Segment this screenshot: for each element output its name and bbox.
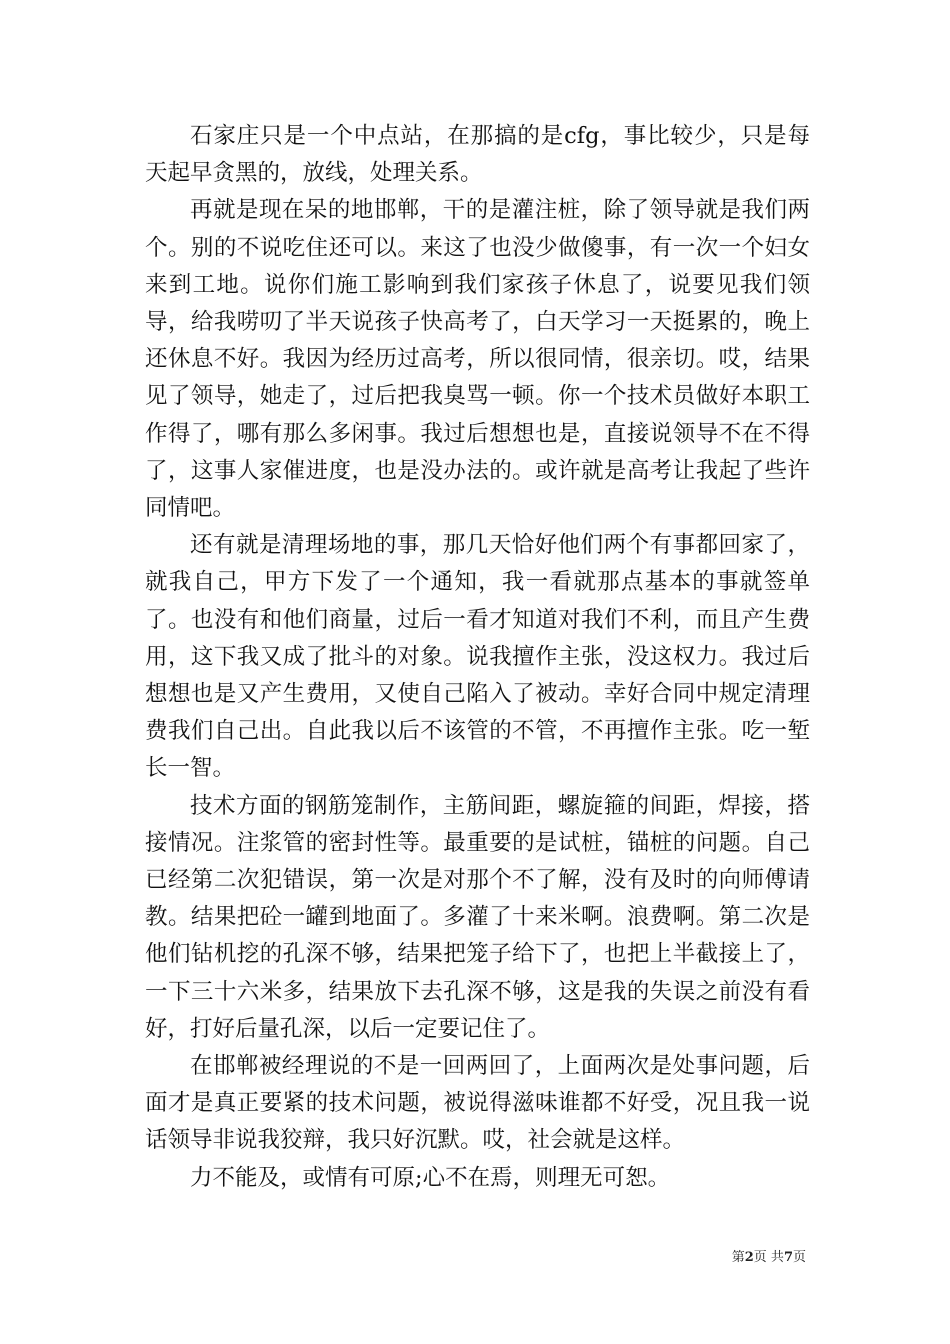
body-text	[145, 118, 810, 1197]
page-footer	[732, 1246, 806, 1265]
paragraph-6: 力不能及，或情有可原;心不在焉，则理无可恕。	[190, 1164, 671, 1191]
total-pages-number: 7	[783, 1250, 793, 1265]
paragraph-1: 石家庄只是一个中点站，在那搞的是cfg，事比较少，只是每天起早贪黑的，放线，处理关系。	[145, 123, 810, 187]
current-page-number: 2	[744, 1250, 754, 1265]
paragraph-4: 技术方面的钢筋笼制作，主筋间距，螺旋箍的间距，焊接，搭接情况。注浆管的密封性等。最重要的是试桩，锚桩的问题。自己已经第二次犯错误，第一次是对那个不了解，没有及时的向师傅请教。结果把砼一罐到地面了。多灌了十来米啊。浪费啊。第二次是他们钻机挖的孔深不够，结果把笼子给下了，也把上半截接上了，一下三十六米多，结果放下去孔深不够，这是我的失误之前没有看好，打好后量孔深，以后一定要记住了。	[145, 792, 810, 1042]
paragraph-3: 还有就是清理场地的事，那几天恰好他们两个有事都回家了，就我自己，甲方下发了一个通知，我一看就那点基本的事就签单了。也没有和他们商量，过后一看才知道对我们不利，而且产生费用，这下我又成了批斗的对象。说我擅作主张，没这权力。我过后想想也是又产生费用，又使自己陷入了被动。幸好合同中规定清理费我们自己出。自此我以后不该管的不管，不再擅作主张。吃一堑长一智。	[145, 532, 810, 782]
footer-suffix: 页	[792, 1250, 806, 1265]
paragraph-2: 再就是现在呆的地邯郸，干的是灌注桩，除了领导就是我们两个。别的不说吃住还可以。来这了也没少做傻事，有一次一个妇女来到工地。说你们施工影响到我们家孩子休息了，说要见我们领导，给我唠叨了半天说孩子快高考了，白天学习一天挺累的，晚上还休息不好。我因为经历过高考，所以很同情，很亲切。哎，结果见了领导，她走了，过后把我臭骂一顿。你一个技术员做好本职工作得了，哪有那么多闲事。我过后想想也是，直接说领导不在不得了，这事人家催进度，也是没办法的。或许就是高考让我起了些许同情吧。	[145, 197, 810, 522]
footer-middle: 页 共	[753, 1250, 784, 1265]
paragraph-5: 在邯郸被经理说的不是一回两回了，上面两次是处事问题，后面才是真正要紧的技术问题，被说得滋味谁都不好受，况且我一说话领导非说我狡辩，我只好沉默。哎，社会就是这样。	[145, 1053, 810, 1154]
footer-prefix: 第	[731, 1250, 745, 1265]
